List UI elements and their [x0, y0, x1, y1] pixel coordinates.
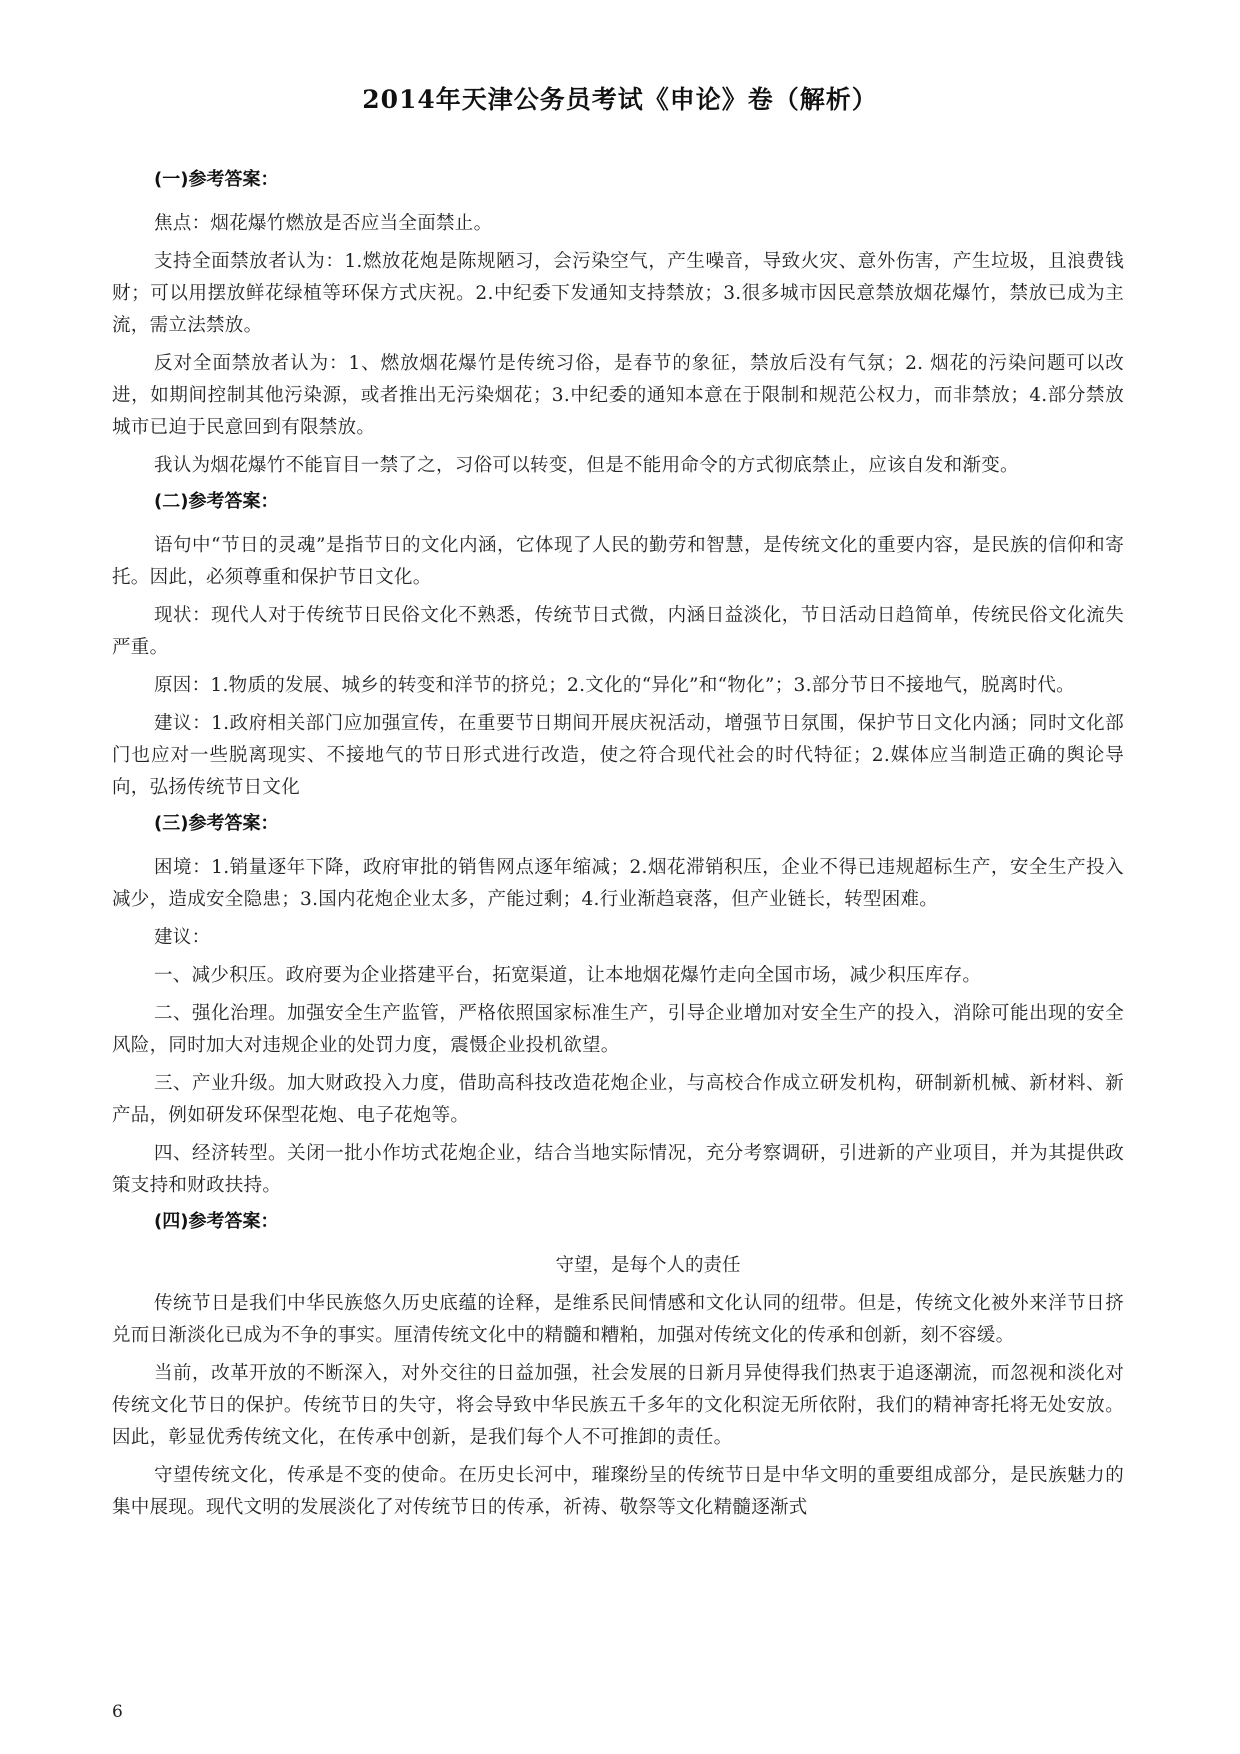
section-heading-2: (二)参考答案： — [154, 491, 279, 512]
paragraph: 建议： — [154, 927, 211, 948]
paragraph: 语句中“节日的灵魂”是指节日的文化内涵，它体现了人民的勤劳和智慧，是传统文化的重要内容，是民族的信仰和寄托。因此，必须尊重和保护节日文化。 — [112, 535, 1124, 588]
paragraph: 建议：1.政府相关部门应加强宣传，在重要节日期间开展庆祝活动，增强节日氛围，保护节日文化内涵；同时文化部门也应对一些脱离现实、不接地气的节日形式进行改造，使之符合现代社会的时代特征；2.媒体应当制造正确的舆论导向，弘扬传统节日文化 — [112, 713, 1124, 798]
paragraph: 守望传统文化，传承是不变的使命。在历史长河中，璀璨纷呈的传统节日是中华文明的重要组成部分，是民族魅力的集中展现。现代文明的发展淡化了对传统节日的传承，祈祷、敬祭等文化精髓逐渐式 — [112, 1465, 1124, 1518]
paragraph: 支持全面禁放者认为：1.燃放花炮是陈规陋习，会污染空气，产生噪音，导致火灾、意外伤害，产生垃圾，且浪费钱财；可以用摆放鲜花绿植等环保方式庆祝。2.中纪委下发通知支持禁放；3.很多城市因民意禁放烟花爆竹，禁放已成为主流，需立法禁放。 — [112, 251, 1124, 336]
page-number: 6 — [112, 1702, 123, 1722]
page-title: 2014年天津公务员考试《申论》卷（解析） — [362, 85, 878, 114]
paragraph: 传统节日是我们中华民族悠久历史底蕴的诠释，是维系民间情感和文化认同的纽带。但是，传统文化被外来洋节日挤兑而日渐淡化已成为不争的事实。厘清传统文化中的精髓和糟粕，加强对传统文化的传承和创新，刻不容缓。 — [112, 1293, 1124, 1346]
paragraph: 现状：现代人对于传统节日民俗文化不熟悉，传统节日式微，内涵日益淡化，节日活动日趋简单，传统民俗文化流失严重。 — [112, 605, 1124, 658]
section-heading-4: (四)参考答案： — [154, 1211, 279, 1232]
paragraph: 困境：1.销量逐年下降，政府审批的销售网点逐年缩减；2.烟花滞销积压，企业不得已违规超标生产，安全生产投入减少，造成安全隐患；3.国内花炮企业太多，产能过剩；4.行业渐趋衰落，但产业链长，转型困难。 — [112, 857, 1124, 910]
paragraph: 二、强化治理。加强安全生产监管，严格依照国家标准生产，引导企业增加对安全生产的投入，消除可能出现的安全风险，同时加大对违规企业的处罚力度，震慑企业投机欲望。 — [112, 1003, 1124, 1056]
paragraph: 当前，改革开放的不断深入，对外交往的日益加强，社会发展的日新月异使得我们热衷于追逐潮流，而忽视和淡化对传统文化节日的保护。传统节日的失守，将会导致中华民族五千多年的文化积淀无所依附，我们的精神寄托将无处安放。因此，彰显优秀传统文化，在传承中创新，是我们每个人不可推卸的责任。 — [112, 1363, 1124, 1448]
paragraph: 焦点：烟花爆竹燃放是否应当全面禁止。 — [154, 213, 493, 234]
paragraph: 原因：1.物质的发展、城乡的转变和洋节的挤兑；2.文化的“异化”和“物化”；3.部分节日不接地气，脱离时代。 — [154, 675, 1075, 696]
paragraph: 一、减少积压。政府要为企业搭建平台，拓宽渠道，让本地烟花爆竹走向全国市场，减少积压库存。 — [154, 965, 982, 986]
paragraph: 反对全面禁放者认为：1、燃放烟花爆竹是传统习俗，是春节的象征，禁放后没有气氛；2. 烟花的污染问题可以改进，如期间控制其他污染源，或者推出无污染烟花；3.中纪委的通知本意在于限制和规范公权力，而非禁放；4.部分禁放城市已迫于民意回到有限禁放。 — [112, 353, 1124, 438]
paragraph: 四、经济转型。关闭一批小作坊式花炮企业，结合当地实际情况，充分考察调研，引进新的产业项目，并为其提供政策支持和财政扶持。 — [112, 1143, 1124, 1196]
document-body — [112, 166, 1124, 1530]
paragraph: 三、产业升级。加大财政投入力度，借助高科技改造花炮企业，与高校合作成立研发机构，研制新机械、新材料、新产品，例如研发环保型花炮、电子花炮等。 — [112, 1073, 1124, 1126]
paragraph: 我认为烟花爆竹不能盲目一禁了之，习俗可以转变，但是不能用命令的方式彻底禁止，应该自发和渐变。 — [154, 455, 1019, 476]
essay-title: 守望，是每个人的责任 — [555, 1255, 741, 1276]
section-heading-1: (一)参考答案： — [154, 169, 279, 190]
section-heading-3: (三)参考答案： — [154, 813, 279, 834]
